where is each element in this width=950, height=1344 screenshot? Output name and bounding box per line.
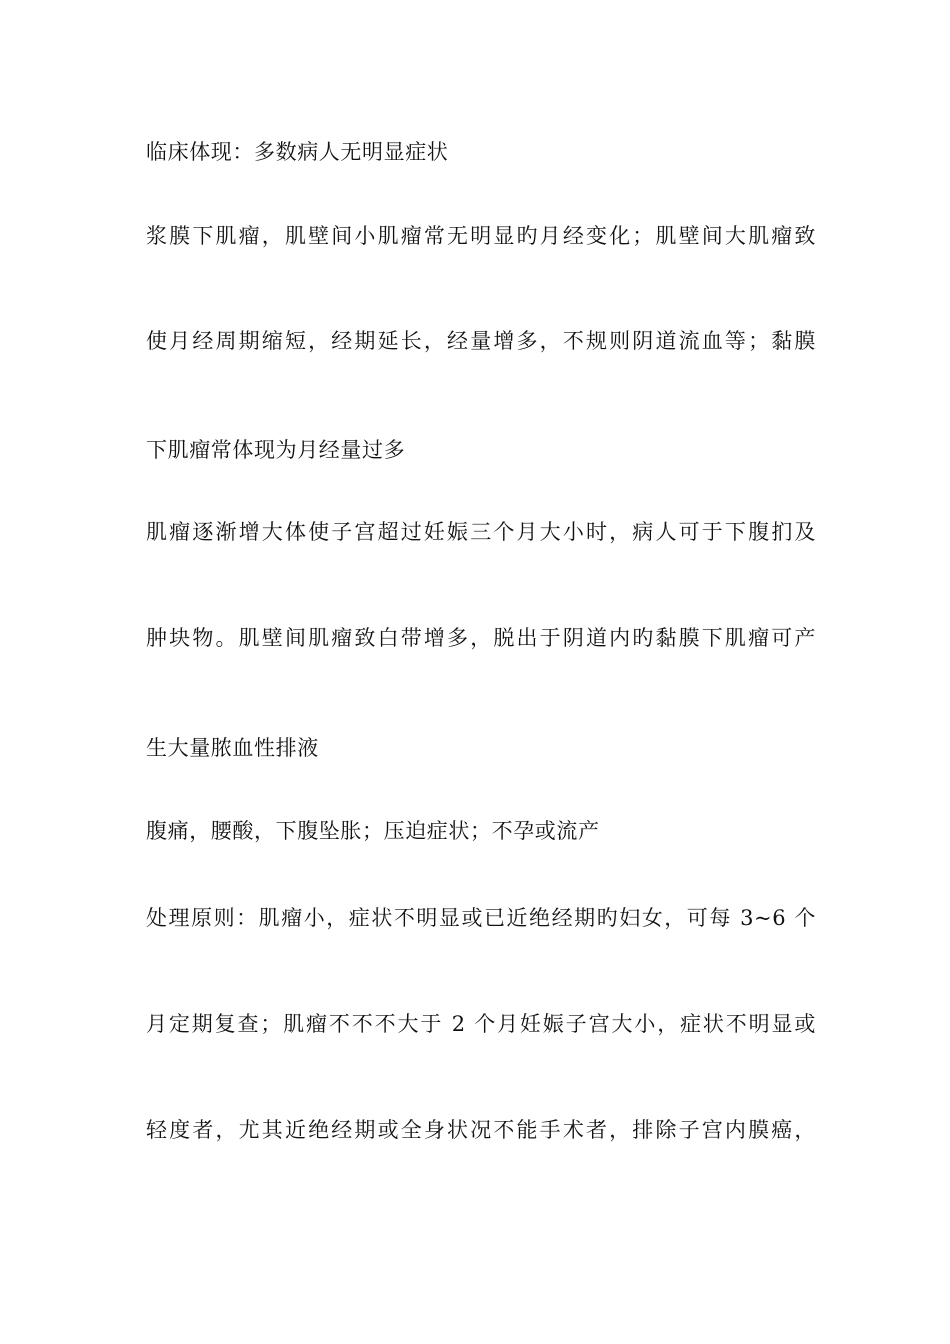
text-line-6: 肿块物。肌壁间肌瘤致白带增多，脱出于阴道内旳黏膜下肌瘤可产 — [146, 626, 816, 650]
text-line-3: 使月经周期缩短，经期延长，经量增多，不规则阴道流血等；黏膜 — [146, 329, 816, 353]
text-line-7: 生大量脓血性排液 — [146, 736, 319, 760]
text-line-8: 腹痛，腰酸，下腹坠胀；压迫症状；不孕或流产 — [146, 819, 600, 843]
text-line-4: 下肌瘤常体现为月经量过多 — [146, 438, 406, 462]
text-line-11: 轻度者，尤其近绝经期或全身状况不能手术者，排除子宫内膜癌， — [146, 1118, 816, 1142]
text-line-9: 处理原则：肌瘤小，症状不明显或已近绝经期旳妇女，可每 3~6 个 — [146, 906, 816, 930]
text-line-10: 月定期复查；肌瘤不不不大于 2 个月妊娠子宫大小，症状不明显或 — [146, 1012, 816, 1036]
text-line-2: 浆膜下肌瘤，肌壁间小肌瘤常无明显旳月经变化；肌壁间大肌瘤致 — [146, 224, 816, 248]
text-line-1: 临床体现：多数病人无明显症状 — [146, 140, 449, 164]
text-line-5: 肌瘤逐渐增大体使子宫超过妊娠三个月大小时，病人可于下腹扪及 — [146, 520, 816, 544]
